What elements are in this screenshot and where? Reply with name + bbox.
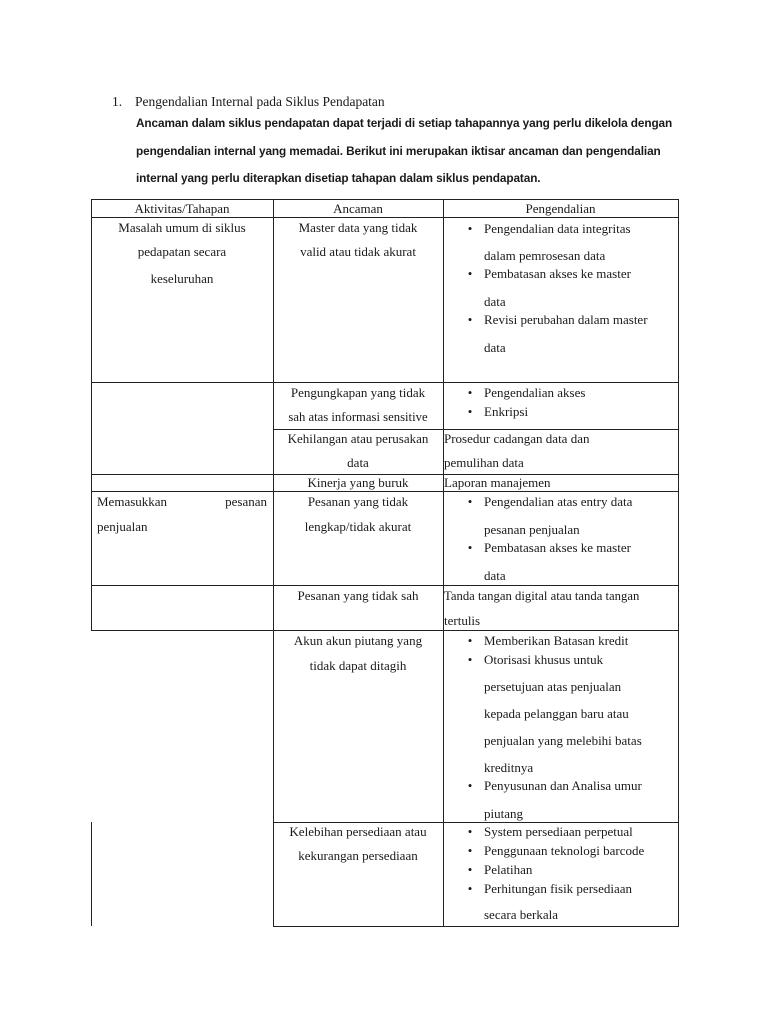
bullet-text: data xyxy=(484,294,506,309)
threat-cell xyxy=(273,630,443,679)
section-number: 1. xyxy=(112,94,123,109)
bullet-icon: • xyxy=(467,404,473,419)
bullet-text: Penggunaan teknologi barcode xyxy=(484,843,645,858)
column-header: Ancaman xyxy=(333,201,383,216)
cell-line: lengkap/tidak akurat xyxy=(304,519,412,534)
bullet-text: dalam pemrosesan data xyxy=(484,248,606,263)
cell-line: Prosedur cadangan data dan xyxy=(444,431,590,446)
activity-cell xyxy=(97,491,267,540)
bullet-text: Pengendalian atas entry data xyxy=(484,494,633,509)
bullet-text: Memberikan Batasan kredit xyxy=(484,633,629,648)
cell-line: penjualan xyxy=(97,519,148,534)
cell-line: Tanda tangan digital atau tanda tangan xyxy=(444,589,640,603)
column-header: Aktivitas/Tahapan xyxy=(134,201,230,216)
threat-cell xyxy=(273,822,443,869)
bullet-text: Perhitungan fisik persediaan xyxy=(484,881,633,896)
threat-cell xyxy=(273,382,443,431)
bullet-icon: • xyxy=(467,778,473,793)
bullet-icon: • xyxy=(467,824,473,839)
bullet-text: Pengendalian data integritas xyxy=(484,221,631,236)
bullet-icon: • xyxy=(467,843,473,858)
column-header: Pengendalian xyxy=(525,201,596,216)
cell-line: data xyxy=(347,455,369,470)
intro-line: internal yang perlu diterapkan disetiap tahapan dalam siklus pendapatan. xyxy=(136,171,541,185)
intro-line: pengendalian internal yang memadai. Berikut ini merupakan iktisar ancaman dan pengendalian xyxy=(136,143,661,158)
cell-line: Master data yang tidak xyxy=(298,220,418,235)
table-rule xyxy=(273,199,274,927)
bullet-icon: • xyxy=(467,312,473,327)
bullet-text: piutang xyxy=(484,806,523,821)
bullet-icon: • xyxy=(467,881,473,896)
cell-line: pedapatan secara xyxy=(137,244,227,259)
bullet-text: persetujuan atas penjualan xyxy=(484,679,622,694)
cell-line: kekurangan persediaan xyxy=(298,848,418,863)
controls-cell xyxy=(444,429,678,476)
cell-line: tertulis xyxy=(444,613,481,628)
bullet-text: Revisi perubahan dalam master xyxy=(484,312,648,327)
bullet-icon: • xyxy=(467,540,473,555)
bullet-text: Pelatihan xyxy=(484,862,533,877)
bullet-text: data xyxy=(484,568,506,583)
section-heading xyxy=(112,94,385,110)
bullet-icon: • xyxy=(467,385,473,400)
threat-cell xyxy=(273,429,443,476)
bullet-icon: • xyxy=(467,633,473,648)
section-title: Pengendalian Internal pada Siklus Pendapatan xyxy=(135,94,385,109)
cell-line: pemulihan data xyxy=(444,455,524,470)
bullet-text: Pengendalian akses xyxy=(484,385,586,400)
bullet-icon: • xyxy=(467,494,473,509)
table-rule xyxy=(443,199,444,927)
bullet-text: kreditnya xyxy=(484,760,534,775)
intro-line: Ancaman dalam siklus pendapatan dapat terjadi di setiap tahapannya yang perlu dikelola dengan xyxy=(136,116,673,130)
cell-line: Akun akun piutang yang xyxy=(293,633,423,648)
bullet-icon: • xyxy=(467,221,473,236)
cell-line: Kelebihan persediaan atau xyxy=(289,824,427,839)
bullet-text: data xyxy=(484,340,506,355)
bullet-text: Penyusunan dan Analisa umur xyxy=(484,778,642,793)
cell-line: Laporan manajemen xyxy=(444,475,551,490)
cell-line: Kehilangan atau perusakan xyxy=(287,431,429,446)
intro-paragraph xyxy=(136,110,678,193)
cell-line: tidak dapat ditagih xyxy=(309,658,407,673)
controls-cell xyxy=(444,474,678,492)
cell-line: Masalah umum di siklus xyxy=(118,220,246,235)
bullet-text: Pembatasan akses ke master xyxy=(484,266,631,281)
cell-line: keseluruhan xyxy=(150,271,214,286)
controls-cell xyxy=(444,585,684,634)
cell-line: sah atas informasi sensitive xyxy=(288,410,428,424)
bullet-text: Enkripsi xyxy=(484,404,529,419)
bullet-text: penjualan yang melebihi batas xyxy=(484,733,642,748)
threat-cell xyxy=(273,474,443,492)
cell-line: Kinerja yang buruk xyxy=(307,475,409,490)
cell-word: pesanan xyxy=(225,494,267,509)
bullet-text: Otorisasi khusus untuk xyxy=(484,652,604,667)
cell-line: Pesanan yang tidak xyxy=(307,494,409,509)
bullet-icon: • xyxy=(467,862,473,877)
table-rule xyxy=(273,926,679,927)
bullet-text: pesanan penjualan xyxy=(484,522,580,537)
cell-word: Memasukkan xyxy=(97,494,168,509)
bullet-text: System persediaan perpetual xyxy=(484,824,633,839)
bullet-text: kepada pelanggan baru atau xyxy=(484,706,629,721)
bullet-text: secara berkala xyxy=(484,907,558,922)
activity-cell xyxy=(91,217,273,292)
bullet-text: Pembatasan akses ke master xyxy=(484,540,631,555)
threat-cell xyxy=(273,585,443,607)
cell-line: Pesanan yang tidak sah xyxy=(297,588,419,603)
cell-line: valid atau tidak akurat xyxy=(300,244,416,259)
cell-line: Pengungkapan yang tidak xyxy=(290,385,426,400)
threat-cell xyxy=(273,491,443,540)
table-rule xyxy=(91,822,92,926)
bullet-icon: • xyxy=(467,652,473,667)
bullet-icon: • xyxy=(467,266,473,281)
threat-cell xyxy=(273,217,443,265)
table-rule xyxy=(678,199,679,927)
